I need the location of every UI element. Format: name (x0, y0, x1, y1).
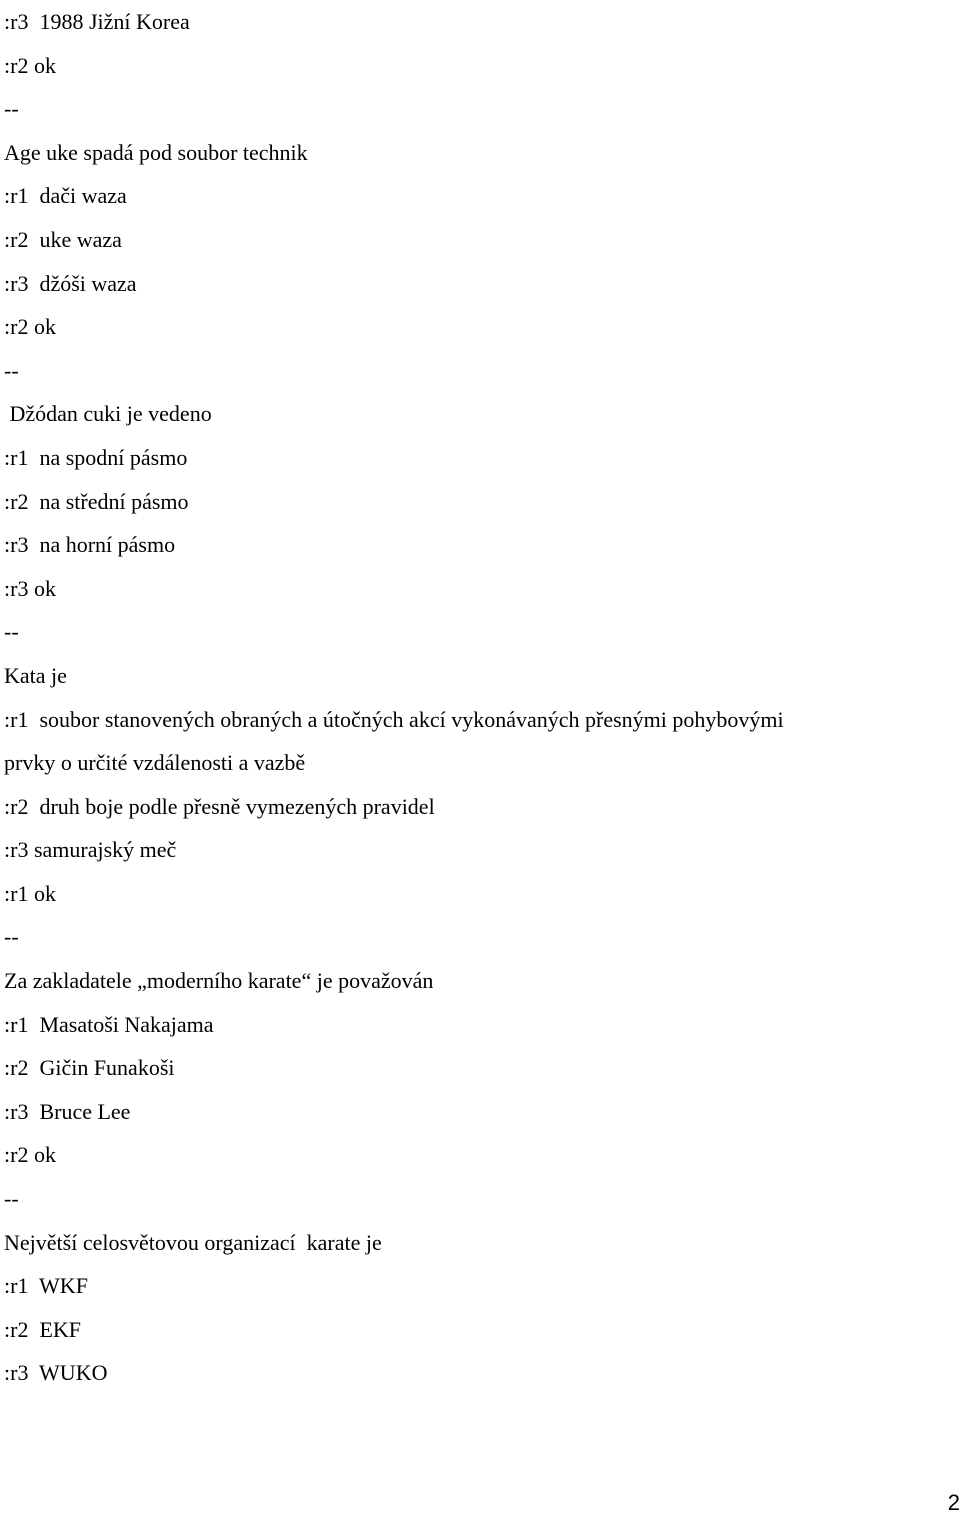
question-text: Za zakladatele „moderního karate“ je považován (4, 968, 434, 994)
option-line: :r1 WKF (4, 1273, 88, 1299)
option-line: :r3 samurajský meč (4, 837, 177, 863)
option-line: :r2 na střední pásmo (4, 488, 189, 514)
option-line: :r1 na spodní pásmo (4, 444, 188, 470)
document-body (4, 0, 944, 1395)
answer-line: :r2 ok (4, 52, 56, 78)
question-text: Džódan cuki je vedeno (4, 401, 212, 427)
separator: -- (4, 1186, 19, 1212)
separator: -- (4, 357, 19, 383)
option-line: :r3 džóši waza (4, 270, 137, 296)
option-line: :r1 Masatoši Nakajama (4, 1011, 214, 1037)
option-line: :r2 Gičin Funakoši (4, 1055, 175, 1081)
question-text: Age uke spadá pod soubor technik (4, 139, 308, 165)
question-text: Kata je (4, 662, 67, 688)
option-line: :r1 dači waza (4, 183, 127, 209)
option-line: :r3 na horní pásmo (4, 532, 176, 558)
answer-line: :r3 ok (4, 575, 56, 601)
option-line: :r2 EKF (4, 1316, 81, 1342)
answer-line: :r2 ok (4, 1142, 56, 1168)
page-number: 2 (947, 1490, 960, 1515)
answer-line: :r2 ok (4, 314, 56, 340)
question-text: Největší celosvětovou organizací karate je (4, 1229, 382, 1255)
answer-line: :r1 ok (4, 880, 56, 906)
option-line: :r3 WUKO (4, 1360, 108, 1386)
option-line: :r1 soubor stanovených obraných a útočných akcí vykonávaných přesnými pohybovými (4, 706, 784, 732)
option-line-continuation: prvky o určité vzdálenosti a vazbě (4, 750, 306, 776)
option-line: :r3 Bruce Lee (4, 1098, 131, 1124)
option-line: :r2 uke waza (4, 226, 122, 252)
separator: -- (4, 619, 19, 645)
option-line: :r2 druh boje podle přesně vymezených pravidel (4, 793, 435, 819)
separator: -- (4, 96, 19, 122)
option-line: :r3 1988 Jižní Korea (4, 9, 190, 34)
separator: -- (4, 924, 19, 950)
